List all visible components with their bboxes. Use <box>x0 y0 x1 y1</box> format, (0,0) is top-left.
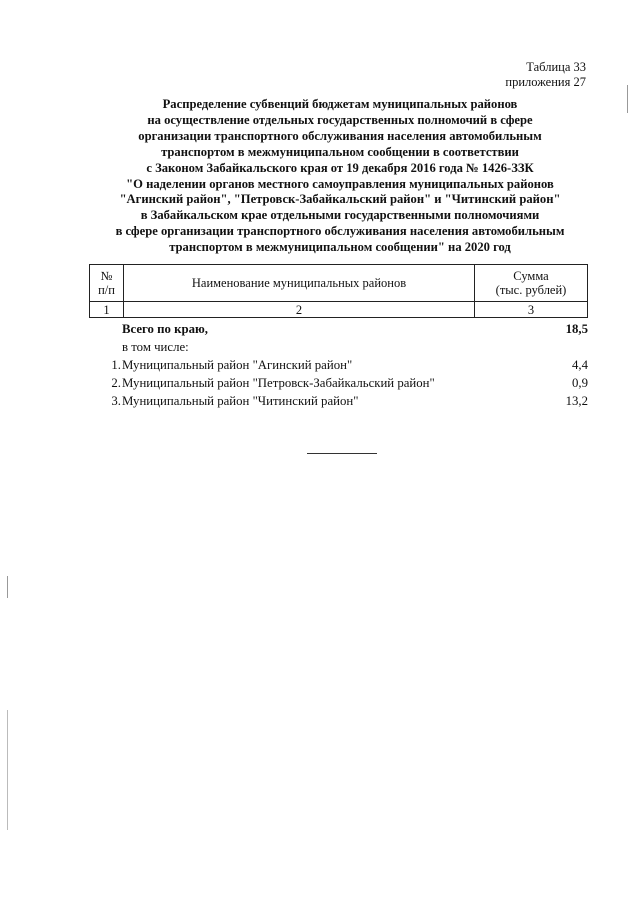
column-index-row <box>90 302 588 318</box>
title-line: "Агинский район", "Петровск-Забайкальский район" и "Читинский район" <box>119 192 561 207</box>
header-sum: Сумма (тыс. рублей) <box>475 265 588 302</box>
column-index: 1 <box>90 302 124 318</box>
title-line: в Забайкальском крае отдельными государственными полномочиями <box>140 208 540 223</box>
scan-edge-mark <box>7 710 8 830</box>
end-separator-line <box>307 453 377 454</box>
table-row <box>89 392 588 410</box>
row-number: 3. <box>111 394 121 408</box>
title-line: в сфере организации транспортного обслуживания населения автомобильным <box>115 224 565 239</box>
column-headers <box>90 265 588 302</box>
title-line: транспортом в межмуниципальном сообщении в соответствии <box>161 144 519 159</box>
table-body <box>89 320 588 410</box>
table-number: Таблица 33 <box>526 60 586 74</box>
document-title <box>90 97 590 256</box>
district-name: Муниципальный район "Читинский район" <box>122 394 359 408</box>
column-index: 2 <box>124 302 475 318</box>
including-row <box>89 338 588 356</box>
title-line: транспортом в межмуниципальном сообщении" на 2020 год <box>169 240 511 255</box>
table-reference <box>505 60 586 90</box>
table-row <box>89 374 588 392</box>
column-index: 3 <box>475 302 588 318</box>
row-number: 2. <box>111 376 121 390</box>
district-name: Муниципальный район "Агинский район" <box>122 358 353 372</box>
table-header <box>89 264 588 318</box>
district-sum: 0,9 <box>572 376 588 390</box>
including-label: в том числе: <box>122 340 189 354</box>
scan-edge-mark <box>627 85 628 113</box>
title-line: организации транспортного обслуживания населения автомобильным <box>138 128 542 143</box>
row-number: 1. <box>111 358 121 372</box>
district-sum: 13,2 <box>565 394 588 408</box>
header-number: № п/п <box>90 265 124 302</box>
total-label: Всего по краю, <box>122 322 208 336</box>
title-line: "О наделении органов местного самоуправления муниципальных районов <box>126 176 554 191</box>
title-line: с Законом Забайкальского края от 19 декабря 2016 года № 1426-ЗЗК <box>146 160 534 175</box>
total-value: 18,5 <box>565 322 588 336</box>
title-line: на осуществление отдельных государственных полномочий в сфере <box>147 112 533 127</box>
scan-edge-mark <box>7 576 8 598</box>
table-row <box>89 356 588 374</box>
header-district-name: Наименование муниципальных районов <box>124 265 475 302</box>
title-line: Распределение субвенций бюджетам муниципальных районов <box>162 97 518 111</box>
appendix-number: приложения 27 <box>505 75 586 89</box>
district-name: Муниципальный район "Петровск-Забайкальский район" <box>122 376 435 390</box>
district-sum: 4,4 <box>572 358 588 372</box>
total-row <box>89 320 588 338</box>
